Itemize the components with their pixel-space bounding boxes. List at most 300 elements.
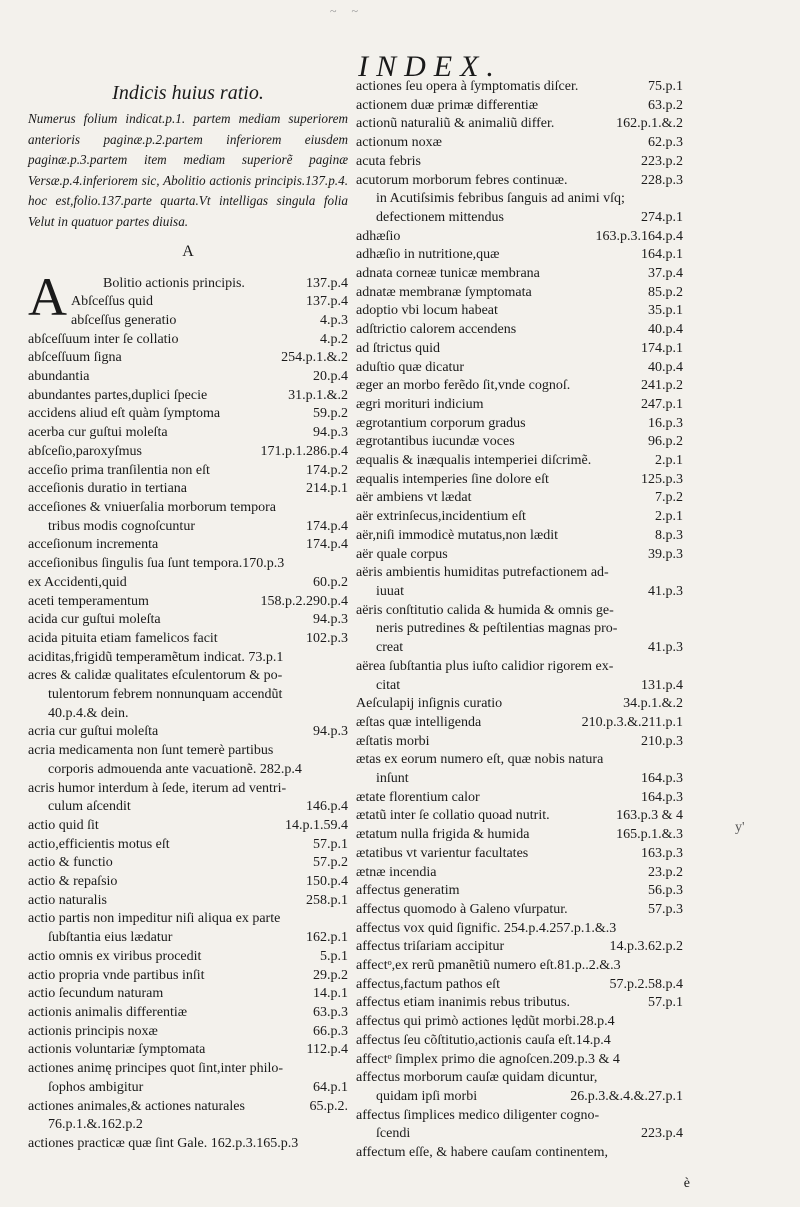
- entry-reference: 4.p.2: [320, 331, 348, 347]
- index-entry: [356, 695, 683, 714]
- entry-term: acuta febris: [356, 153, 421, 169]
- entry-term: abſceſſuum ſigna: [28, 350, 122, 366]
- entry-term: adhæſio: [356, 228, 401, 244]
- entry-term: actio & repaſsio: [28, 874, 118, 890]
- index-entry: [356, 770, 683, 789]
- index-entry: [356, 658, 683, 677]
- entry-reference: 163.p.3: [641, 845, 683, 861]
- entry-term: quidam ipſi morbi: [376, 1088, 478, 1104]
- entry-reference: 112.p.4: [306, 1042, 348, 1058]
- entry-reference: 162.p.1: [306, 930, 348, 946]
- index-entry: [356, 546, 683, 565]
- index-entry: [356, 321, 683, 340]
- index-entry: [356, 733, 683, 752]
- left-column: [28, 78, 348, 1154]
- index-entry: [356, 433, 683, 452]
- entry-term: actiones practicæ quæ ſint Gale. 162.p.3.165.p.3: [28, 1135, 299, 1151]
- entry-reference: 57.p.2: [313, 855, 348, 871]
- index-entry: [356, 1107, 683, 1126]
- index-entry: [28, 1116, 348, 1135]
- entry-term: actiones animales,& actiones naturales: [28, 1098, 245, 1114]
- entry-reference: 96.p.2: [648, 434, 683, 450]
- index-entry: [28, 405, 348, 424]
- index-entry: [28, 443, 348, 462]
- left-entry-list: [28, 331, 348, 1154]
- entry-reference: [677, 658, 683, 677]
- entry-term: adoptio vbi locum habeat: [356, 303, 498, 319]
- index-entry: [356, 1013, 683, 1032]
- index-entry: [356, 228, 683, 247]
- entry-term: actiones animę principes quot ſint,inter philo-: [28, 1061, 284, 1077]
- index-entry: [28, 518, 348, 537]
- entry-reference: 66.p.3: [313, 1023, 348, 1039]
- entry-term: affectus morborum cauſæ quidam dicuntur,: [356, 1070, 598, 1086]
- bleed-through-text: ~ ~: [330, 4, 364, 18]
- index-entry: [356, 452, 683, 471]
- entry-term: ſophos ambigitur: [48, 1079, 144, 1095]
- entry-term: acria cur guſtui moleſta: [28, 724, 159, 740]
- entry-reference: 146.p.4: [306, 799, 348, 815]
- index-entry: [356, 172, 683, 191]
- entry-reference: [342, 686, 348, 705]
- index-entry: [28, 424, 348, 443]
- entry-reference: [342, 1135, 348, 1154]
- index-entry: [356, 78, 683, 97]
- index-entry: [28, 349, 348, 368]
- index-entry: [28, 854, 348, 873]
- entry-term: aër,niſi immodicè mutatus,non lædit: [356, 527, 559, 543]
- entry-reference: 62.p.3: [648, 135, 683, 151]
- index-entry: [28, 462, 348, 481]
- entry-term: actionum noxæ: [356, 135, 442, 151]
- entry-term: aër quale corpus: [356, 546, 448, 562]
- entry-term: æſtas quæ intelligenda: [356, 714, 482, 730]
- index-entry: abſceſſus generatio 4.p.3: [71, 312, 348, 328]
- index-entry: [28, 1135, 348, 1154]
- entry-term: actionem duæ primæ differentiæ: [356, 97, 539, 113]
- entry-term: citat: [376, 677, 401, 693]
- entry-term: neris putredines & peſtilentias magnas pro-: [376, 621, 618, 637]
- entry-reference: 64.p.1: [313, 1079, 348, 1095]
- entry-term: 76.p.1.&.162.p.2: [48, 1117, 143, 1133]
- entry-reference: [342, 761, 348, 780]
- index-entry: [28, 611, 348, 630]
- index-entry: [356, 489, 683, 508]
- entry-term: affectus vox quid ſignific. 254.p.4.257.p.1.&.3: [356, 920, 617, 936]
- entry-term: acutorum morborum febres continuæ.: [356, 172, 568, 188]
- ratio-title: Indicis huius ratio.: [112, 82, 264, 104]
- entry-term: abſceſio,paroxyſmus: [28, 443, 142, 459]
- entry-reference: 65.p.2.: [309, 1098, 348, 1114]
- entry-reference: 29.p.2: [313, 967, 348, 983]
- index-entry: [28, 499, 348, 518]
- index-entry: [28, 667, 348, 686]
- entry-term: adſtrictio calorem accendens: [356, 322, 517, 338]
- entry-term: acris humor interdum à ſede, iterum ad ventri-: [28, 780, 287, 796]
- entry-term: actionis principis noxæ: [28, 1023, 158, 1039]
- entry-term: tribus modis cognoſcuntur: [48, 518, 195, 534]
- entry-reference: 41.p.3: [648, 583, 683, 599]
- entry-term: aciditas,frigidũ temperamẽtum indicat. 73.p.1: [28, 649, 284, 665]
- entry-reference: 57.p.2.58.p.4: [609, 976, 683, 992]
- entry-reference: 63.p.2: [648, 97, 683, 113]
- entry-term: acceſio prima tranſilentia non eſt: [28, 462, 210, 478]
- entry-term: adnatæ membranæ ſymptomata: [356, 284, 532, 300]
- index-entry: Abſceſſus quid 137.p.4: [71, 294, 348, 310]
- entry-reference: [677, 564, 683, 583]
- entry-term: actionis voluntariæ ſymptomata: [28, 1042, 206, 1058]
- index-entry: [356, 396, 683, 415]
- entry-reference: 56.p.3: [648, 883, 683, 899]
- entry-term: acria medicamenta non ſunt temerè partibus: [28, 743, 274, 759]
- entry-term: acres & calidæ qualitates eſculentorum & po-: [28, 668, 283, 684]
- entry-reference: 94.p.3: [313, 612, 348, 628]
- entry-term: actio naturalis: [28, 892, 107, 908]
- entry-reference: 94.p.3: [313, 724, 348, 740]
- entry-term: adnata corneæ tunicæ membrana: [356, 266, 540, 282]
- entry-reference: 57.p.1: [648, 995, 683, 1011]
- entry-reference: 35.p.1: [648, 303, 683, 319]
- entry-reference: 131.p.4: [641, 677, 683, 693]
- entry-term: aër ambiens vt lædat: [356, 490, 472, 506]
- entry-term: æſtatis morbi: [356, 733, 430, 749]
- index-entry: [28, 1079, 348, 1098]
- entry-reference: 125.p.3: [641, 471, 683, 487]
- entry-reference: 20.p.4: [313, 369, 348, 385]
- index-entry: [28, 929, 348, 948]
- entry-term: ætnæ incendia: [356, 864, 437, 880]
- index-entry: [28, 686, 348, 705]
- index-entry: [356, 583, 683, 602]
- entry-reference: 40.p.4: [648, 359, 683, 375]
- right-column: [356, 78, 683, 1163]
- entry-reference: [677, 751, 683, 770]
- entry-term: accidens aliud eſt quàm ſymptoma: [28, 406, 221, 422]
- entry-term: actio partis non impeditur niſi aliqua ex parte: [28, 911, 281, 927]
- entry-term: ætatibus vt varientur facultates: [356, 845, 529, 861]
- index-entry: [356, 1032, 683, 1051]
- index-entry: [356, 994, 683, 1013]
- entry-term: aërea ſubſtantia plus iuſto calidior rigorem ex-: [356, 658, 614, 674]
- index-entry: [28, 985, 348, 1004]
- entry-term: corporis admouenda ante vacuationẽ. 282.p.4: [48, 761, 302, 777]
- entry-term: æqualis & inæqualis intemperiei diſcrimẽ.: [356, 453, 592, 469]
- entry-reference: 223.p.4: [641, 1126, 683, 1142]
- index-entry: [356, 1144, 683, 1163]
- entry-term: affectum eſſe, & habere cauſam continentem,: [356, 1145, 609, 1161]
- entry-reference: 214.p.1: [306, 481, 348, 497]
- index-entry: [28, 780, 348, 799]
- index-entry: [28, 836, 348, 855]
- entry-reference: [677, 602, 683, 621]
- entry-reference: 26.p.3.&.4.&.27.p.1: [570, 1088, 683, 1104]
- index-entry: [356, 938, 683, 957]
- index-entry: [28, 817, 348, 836]
- index-entry: [356, 134, 683, 153]
- index-entry: [356, 302, 683, 321]
- index-entry: [356, 359, 683, 378]
- index-entry: [28, 967, 348, 986]
- entry-reference: [342, 555, 348, 574]
- entry-reference: 223.p.2: [641, 153, 683, 169]
- entry-reference: 210.p.3.&.211.p.1: [581, 714, 683, 730]
- index-entry: [356, 153, 683, 172]
- entry-term: ætate florentium calor: [356, 789, 480, 805]
- entry-reference: [342, 649, 348, 668]
- index-entry: [356, 246, 683, 265]
- entry-reference: 75.p.1: [648, 79, 683, 94]
- entry-term: defectionem mittendus: [376, 209, 504, 225]
- index-entry: [356, 639, 683, 658]
- entry-term: affectus etiam inanimis rebus tributus.: [356, 995, 570, 1011]
- entry-term: affectus,factum pathos eſt: [356, 976, 500, 992]
- entry-term: acceſiones & vniuerſalia morborum tempora: [28, 500, 277, 515]
- first-entries: [28, 266, 348, 331]
- entry-reference: 14.p.3.62.p.2: [609, 939, 683, 955]
- index-entry: [28, 761, 348, 780]
- entry-reference: 241.p.2: [641, 378, 683, 394]
- index-entry: [356, 1069, 683, 1088]
- entry-term: actio & functio: [28, 855, 113, 871]
- index-entry: [356, 340, 683, 359]
- entry-term: inſunt: [376, 771, 409, 787]
- entry-reference: 174.p.4: [306, 537, 348, 553]
- entry-reference: [342, 1060, 348, 1079]
- entry-reference: 14.p.1.59.4: [285, 817, 348, 833]
- entry-term: creat: [376, 640, 404, 656]
- entry-term: aëris ambientis humiditas putrefactionem ad-: [356, 565, 609, 581]
- index-entry: [356, 1088, 683, 1107]
- entry-reference: 57.p.3: [648, 901, 683, 917]
- entry-term: ſcendi: [376, 1126, 411, 1142]
- index-entry: [28, 892, 348, 911]
- entry-term: ægri morituri indicium: [356, 396, 484, 412]
- index-entry: [356, 1125, 683, 1144]
- index-entry: [356, 714, 683, 733]
- entry-term: actio quid ſit: [28, 817, 99, 833]
- page-title: INDEX.: [358, 50, 502, 83]
- index-entry: [28, 593, 348, 612]
- entry-reference: [342, 910, 348, 929]
- index-entry: [28, 387, 348, 406]
- index-entry: Bolitio actionis principis. 137.p.4: [103, 275, 348, 291]
- entry-reference: [342, 742, 348, 761]
- entry-reference: [342, 1116, 348, 1135]
- index-entry: [28, 331, 348, 350]
- entry-term: affectus generatim: [356, 883, 460, 899]
- entry-term: aduſtio quæ dicatur: [356, 359, 465, 375]
- entry-reference: 171.p.1.286.p.4: [260, 443, 348, 459]
- index-entry: [356, 602, 683, 621]
- entry-term: ex Accidenti,quid: [28, 574, 127, 590]
- entry-reference: [342, 780, 348, 799]
- index-entry: [28, 723, 348, 742]
- entry-reference: 258.p.1: [306, 892, 348, 908]
- index-entry: [28, 948, 348, 967]
- entry-term: actionis animalis differentiæ: [28, 1004, 188, 1020]
- index-entry: [28, 1041, 348, 1060]
- entry-term: actionũ naturaliũ & animaliũ differ.: [356, 116, 555, 132]
- index-entry: [356, 807, 683, 826]
- index-entry: [28, 873, 348, 892]
- entry-term: affectᵒ ſimplex primo die agnoſcen.209.p.3 & 4: [356, 1051, 620, 1067]
- index-entry: [356, 209, 683, 228]
- entry-term: ætatum nulla frigida & humida: [356, 827, 530, 843]
- margin-mark: y': [735, 820, 745, 835]
- index-entry: [356, 1051, 683, 1070]
- entry-term: actio ſecundum naturam: [28, 986, 164, 1002]
- entry-reference: [677, 620, 683, 639]
- entry-reference: 165.p.1.&.3: [616, 827, 683, 843]
- entry-reference: 163.p.3.164.p.4: [595, 228, 683, 244]
- entry-reference: 210.p.3: [641, 733, 683, 749]
- entry-term: affectus ſeu cõſtitutio,actionis cauſa eſt.14.p.4: [356, 1032, 611, 1048]
- index-entry: [356, 527, 683, 546]
- index-entry: [356, 789, 683, 808]
- right-entry-list: [356, 78, 683, 1163]
- entry-reference: [677, 1013, 683, 1032]
- entry-reference: 31.p.1.&.2: [288, 387, 348, 403]
- index-entry: [356, 751, 683, 770]
- index-entry: [28, 555, 348, 574]
- entry-term: ægrotantium corporum gradus: [356, 415, 526, 431]
- entry-reference: 2.p.1: [655, 509, 683, 525]
- index-entry: [28, 574, 348, 593]
- entry-reference: 57.p.1: [313, 836, 348, 852]
- entry-reference: 164.p.3: [641, 771, 683, 787]
- entry-reference: [677, 1107, 683, 1126]
- entry-term: ætatũ inter ſe collatio quoad nutrit.: [356, 808, 550, 824]
- index-entry: [356, 882, 683, 901]
- entry-reference: 14.p.1: [313, 986, 348, 1002]
- index-entry: [28, 1023, 348, 1042]
- entry-reference: [677, 1032, 683, 1051]
- catchword: è: [683, 1176, 690, 1191]
- entry-reference: [677, 920, 683, 939]
- entry-term: affectus quomodo à Galeno vſurpatur.: [356, 901, 568, 917]
- entry-reference: 94.p.3: [313, 425, 348, 441]
- index-entry: [28, 1098, 348, 1117]
- entry-reference: 59.p.2: [313, 406, 348, 422]
- entry-reference: 174.p.2: [306, 462, 348, 478]
- entry-reference: 34.p.1.&.2: [623, 696, 683, 712]
- entry-term: acceſionis duratio in tertiana: [28, 481, 187, 497]
- ratio-text: Numerus folium indicat.p.1. partem mediam superiorem anterioris paginæ.p.2.partem inferiorem eiusdem paginæ.p.3.partem item mediam superiorẽ paginæ Versæ.p.4.inferiorem sic, Abolitio actionis principis.137.p.4. hoc est,folio.137.parte quarta.Vt intelligas singula folia Velut in quatuor partes diuisa.: [28, 111, 348, 229]
- index-entry: [356, 920, 683, 939]
- section-letter: A: [182, 242, 194, 260]
- entry-reference: 16.p.3: [648, 415, 683, 431]
- index-entry: [356, 976, 683, 995]
- entry-term: actio propria vnde partibus inſit: [28, 967, 205, 983]
- entry-reference: 247.p.1: [641, 396, 683, 412]
- entry-term: actio,efficientis motus eſt: [28, 836, 170, 852]
- index-entry: [28, 480, 348, 499]
- entry-term: adhæſio in nutritione,quæ: [356, 247, 500, 263]
- entry-reference: 158.p.2.290.p.4: [260, 593, 348, 609]
- entry-reference: 2.p.1: [655, 453, 683, 469]
- entry-term: ſubſtantia eius lædatur: [48, 930, 173, 946]
- index-entry: [28, 536, 348, 555]
- index-entry: [356, 115, 683, 134]
- index-entry: [356, 620, 683, 639]
- entry-term: aëris conſtitutio calida & humida & omnis ge-: [356, 602, 614, 618]
- entry-reference: 8.p.3: [655, 527, 683, 543]
- entry-term: actiones ſeu opera à ſymptomatis diſcer.: [356, 79, 579, 94]
- index-entry: [28, 798, 348, 817]
- entry-reference: [342, 499, 348, 518]
- entry-reference: 174.p.1: [641, 340, 683, 356]
- index-entry: [356, 677, 683, 696]
- entry-term: actio omnis ex viribus procedit: [28, 948, 202, 964]
- index-entry: [356, 377, 683, 396]
- entry-reference: 39.p.3: [648, 546, 683, 562]
- index-entry: [28, 910, 348, 929]
- index-entry: [356, 564, 683, 583]
- entry-term: ægrotantibus iucundæ voces: [356, 434, 515, 450]
- dropcap: A: [28, 266, 67, 327]
- entry-reference: 60.p.2: [313, 574, 348, 590]
- index-entry: [356, 97, 683, 116]
- entry-term: affectus triſariam accipitur: [356, 939, 505, 955]
- entry-term: 40.p.4.& dein.: [48, 705, 129, 721]
- entry-reference: [342, 667, 348, 686]
- entry-reference: [677, 1144, 683, 1163]
- index-entry: [28, 742, 348, 761]
- entry-term: acceſionibus ſingulis ſua ſunt tempora.170.p.3: [28, 556, 285, 572]
- entry-term: iuuat: [376, 583, 404, 599]
- entry-reference: 41.p.3: [648, 640, 683, 656]
- entry-reference: [677, 1051, 683, 1070]
- entry-term: acceſionum incrementa: [28, 537, 159, 553]
- entry-term: tulentorum febrem nonnunquam accendũt: [48, 687, 283, 703]
- entry-reference: 254.p.1.&.2: [281, 350, 348, 366]
- entry-term: culum aſcendit: [48, 799, 131, 815]
- entry-reference: 164.p.1: [641, 247, 683, 263]
- index-entry: [28, 705, 348, 724]
- entry-term: æqualis intemperies ſine dolore eſt: [356, 471, 549, 487]
- entry-reference: 37.p.4: [648, 266, 683, 282]
- index-entry: [28, 1060, 348, 1079]
- entry-reference: 5.p.1: [320, 948, 348, 964]
- index-entry: [356, 845, 683, 864]
- entry-term: acida pituita etiam famelicos facit: [28, 630, 218, 646]
- index-entry: [356, 826, 683, 845]
- entry-reference: 228.p.3: [641, 172, 683, 188]
- entry-reference: 162.p.1.&.2: [616, 116, 683, 132]
- entry-term: Aeſculapij inſignis curatio: [356, 696, 503, 712]
- entry-term: acerba cur guſtui moleſta: [28, 425, 168, 441]
- entry-term: ætas ex eorum numero eſt, quæ nobis natura: [356, 752, 604, 768]
- index-entry: [28, 649, 348, 668]
- entry-term: affectus qui primò actiones lędũt morbi.28.p.4: [356, 1014, 615, 1030]
- entry-reference: 174.p.4: [306, 518, 348, 534]
- entry-reference: 85.p.2: [648, 284, 683, 300]
- index-entry: [356, 508, 683, 527]
- entry-reference: 274.p.1: [641, 209, 683, 225]
- entry-term: abundantia: [28, 369, 90, 385]
- entry-reference: 63.p.3: [313, 1004, 348, 1020]
- entry-reference: 163.p.3 & 4: [616, 808, 683, 824]
- entry-term: æger an morbo ferẽdo ſit,vnde cognoſ.: [356, 378, 571, 394]
- entry-term: in Acutiſsimis febribus ſanguis ad animi vſq;: [376, 191, 625, 207]
- entry-term: affectus ſimplices medico diligenter cogno-: [356, 1107, 600, 1123]
- index-entry: [356, 190, 683, 209]
- entry-reference: [342, 705, 348, 724]
- index-entry: [356, 415, 683, 434]
- index-entry: [356, 284, 683, 303]
- entry-reference: [677, 957, 683, 976]
- entry-reference: [677, 1069, 683, 1088]
